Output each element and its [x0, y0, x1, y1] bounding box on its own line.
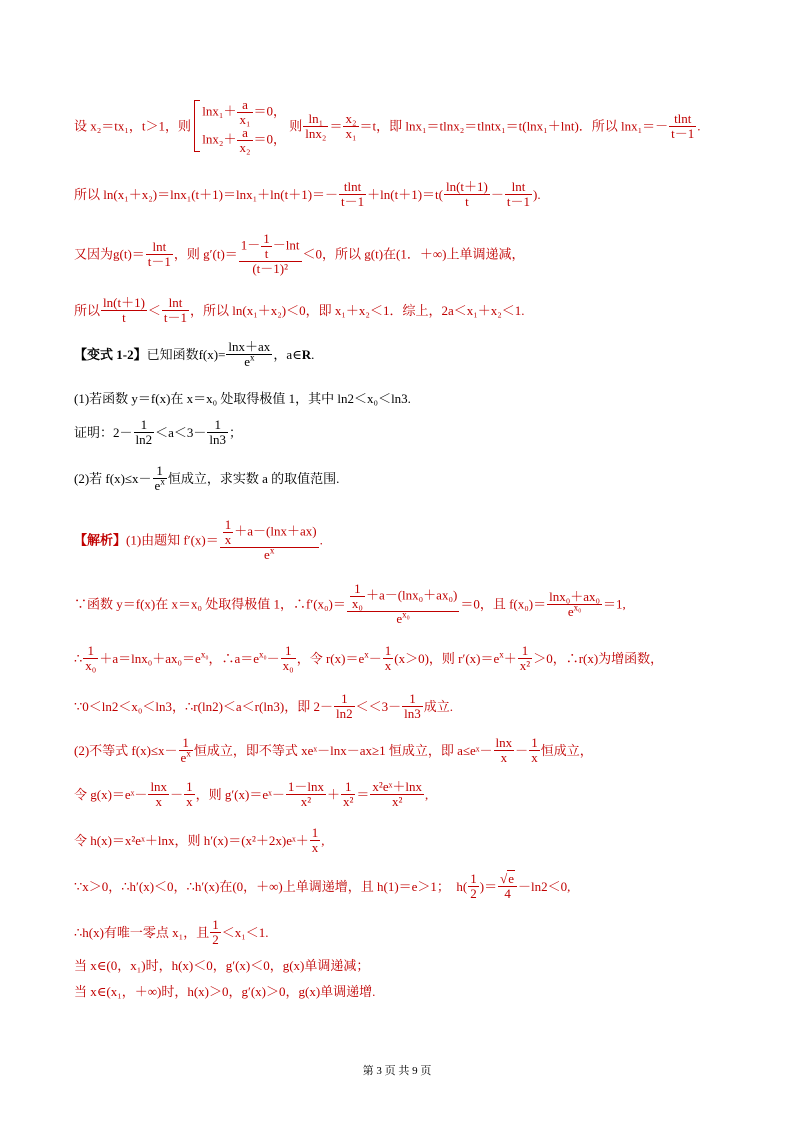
fraction: $\frac{\text{x₂}}{\text{x₁}}$ [345, 110, 357, 141]
left-brace [194, 100, 200, 152]
text: － [170, 787, 184, 802]
fraction: $\frac{tlnt}{t-1}$ [671, 110, 695, 141]
solution-line-g-derivative [74, 232, 524, 276]
equation-system [194, 98, 286, 154]
text: 恒成立， [540, 743, 593, 758]
problem-prove [74, 418, 242, 447]
text: 已知函数f(x)= [146, 347, 226, 362]
fraction: $\frac{1}{x}$ [311, 825, 319, 855]
text: lnx₁＋ [202, 103, 237, 119]
text: ∵0＜ln2＜x₀＜ln3，∴r(ln2)＜a＜r(ln3)，即 2－ [74, 699, 334, 714]
text: ＝ [329, 118, 343, 134]
fraction: $\frac{\ln(t+1)}{t}$ [103, 295, 145, 325]
fraction: $\frac{a}{\text{x₂}}$ [239, 125, 251, 155]
text: lnx₂＋ [202, 131, 237, 147]
fraction: $\frac{\ln(t+1)}{t}$ [445, 179, 488, 209]
text: )＝ [479, 879, 498, 894]
fraction: $\frac{a}{\text{x₁}}$ [239, 97, 251, 127]
text: ＜0，所以 g(t)在(1．＋∞)上单调递减， [302, 246, 525, 262]
problem-title: 【变式 1-2】 [74, 347, 147, 362]
fraction: $\frac{1}{\ln 3}$ [404, 691, 421, 721]
text: (1)由题知 f′(x)＝ [126, 532, 219, 548]
text: ＜ [147, 303, 161, 318]
solution-line-substitution [74, 98, 701, 154]
fraction: $\frac{\ln x}{x}$ [495, 735, 513, 765]
text: 所以 ln(x₁＋x₂)＝lnx₁(t＋1)＝lnx₁＋ln(t＋1)＝－ [74, 187, 339, 202]
text: － [490, 187, 504, 202]
text: (x＞0)，则 $r'(x)=e^x$ [394, 649, 504, 666]
solution-step6 [74, 780, 428, 809]
fraction: $\frac{√e}{4}$ [498, 872, 517, 901]
text: 证明：2－ [74, 425, 133, 440]
text: 又因为g(t)＝ [74, 246, 145, 262]
text: (2)若 f(x)≤x－ [74, 471, 152, 486]
text: ＋ln(t＋1)＝t( [367, 187, 443, 202]
text: ∵函数 y＝f(x)在 x＝x₀ 处取得极值 1，∴f′(x₀)＝ [74, 596, 346, 612]
text: ∴h(x)有唯一零点 x₁，且 [74, 925, 210, 940]
fraction: $\frac{\ln t}{t-1}$ [163, 295, 188, 325]
fraction: $\frac{1}{\text{x²}}$ [343, 779, 354, 809]
fraction: $\frac{\text{lnx₀＋ax₀}}{e^{x_0}}$ [549, 588, 601, 619]
fraction: $\frac{1}{x}$ [186, 779, 193, 809]
fraction: $\frac{1}{\text{x₀}}$ [85, 643, 97, 673]
solution-step1 [74, 518, 323, 562]
fraction: $\frac{1}{\text{x²}}$ [519, 643, 531, 673]
solution-step10: 当 x∈(0，x₁)时，h(x)＜0，g′(x)＜0，g(x)单调递减； [74, 958, 370, 973]
text: 所以 [74, 303, 101, 318]
text: ∵x＞0，∴h′(x)＜0，∴h′(x)在(0，＋∞)上单调递增，且 h(1)＝e＞1； h( [74, 879, 468, 894]
text: － [515, 743, 529, 758]
text: 恒成立，即不等式 xeˣ－lnx－ax≥1 恒成立，即 a≤eˣ－ [193, 743, 493, 758]
fraction: $\frac{1}{2}$ [212, 917, 219, 947]
text: ＝0，且 f(x₀)＝ [460, 596, 547, 612]
text: ＝0， [253, 103, 287, 119]
text: － [368, 651, 382, 666]
text: ＋ [326, 787, 340, 802]
text: ，则 g′(x)＝eˣ－ [195, 787, 285, 802]
solution-step3 [74, 644, 663, 673]
text: , [321, 833, 325, 848]
text: . [319, 532, 323, 548]
text: －ln2＜0, [518, 879, 571, 894]
text: ＞0，∴r(x)为增函数， [533, 651, 664, 666]
text: 则 [289, 118, 303, 134]
text: ＋ [503, 651, 517, 666]
fraction: $\frac{1}{x}$ [384, 643, 392, 673]
problem-stem [74, 340, 314, 369]
text: 设 x₂＝tx₁，t＞1，则 [74, 118, 192, 134]
fraction: $\frac{1}{e^x}$ [180, 735, 191, 765]
text: ＝t，即 lnx₁＝tlnx₂＝tlntx₁＝t(lnx₁＋lnt)．所以 lnx₁＝－ [359, 118, 669, 134]
text: 恒成立，求实数 a 的取值范围. [167, 471, 340, 486]
fraction: $\frac{1}{\text{x₀}}$ [282, 643, 294, 673]
solution-step4 [74, 692, 453, 721]
text: ). [533, 187, 541, 202]
text: ，$\therefore a=e^{x_0}$ [208, 649, 267, 666]
big-fraction: $\frac{1}{\text{x₀}}$ ＋a－(lnx₀＋ax₀) $e^{x_0}$ [347, 582, 459, 626]
text: ，令 $r(x)=e^x$ [296, 649, 369, 666]
solution-step7 [74, 826, 325, 855]
text: ＜x₁＜1. [221, 925, 269, 940]
text: ＝1, [603, 596, 626, 612]
fraction: $\frac{tlnt}{t-1}$ [341, 179, 365, 209]
text: (2)不等式 f(x)≤x－ [74, 743, 178, 758]
text: 令 g(x)＝eˣ－ [74, 787, 148, 802]
fraction: $\frac{\ln t}{t-1}$ [147, 238, 171, 269]
text: R [301, 347, 312, 362]
fraction: $\frac{\text{ln₁}}{\text{lnx₂}}$ [305, 110, 327, 141]
text: ＝0， [253, 131, 287, 147]
solution-step5 [74, 736, 593, 765]
text: ∴ [74, 651, 83, 666]
big-fraction: $\frac{1}{x}$ ＋a－(lnx＋ax) $e^x$ [220, 518, 319, 562]
fraction: $\frac{1}{e^x}$ [154, 463, 165, 493]
text: 成立. [423, 699, 454, 714]
fraction: $\frac{1}{\ln 3}$ [209, 417, 227, 447]
problem-part2 [74, 464, 339, 493]
solution-line-ln-sum [74, 180, 541, 209]
fraction: $\frac{1}{\ln 2}$ [336, 691, 353, 721]
solution-step2 [74, 582, 626, 626]
text: ＜a＜3－ [155, 425, 207, 440]
text: ，a∈ [273, 347, 302, 362]
page-footer: 第 3 页 共 9 页 [362, 1065, 432, 1077]
text: ，则 g′(t)＝ [173, 246, 238, 262]
text: $+a=\ln x_0+ax_0=e^{x_0}$ [99, 649, 209, 666]
fraction: $\frac{1}{x}$ [531, 735, 538, 765]
fraction: $\frac{\ln t}{t-1}$ [506, 179, 531, 209]
text: ，所以 ln(x₁＋x₂)＜0，即 x₁＋x₂＜1．综上，2a＜x₁＋x₂＜1. [190, 303, 525, 318]
text: . [311, 347, 315, 362]
text: － [266, 651, 280, 666]
problem-part1: (1)若函数 y＝f(x)在 x＝x₀ 处取得极值 1，其中 ln2＜x₀＜ln3. [74, 391, 411, 406]
text: ＝ [356, 787, 370, 802]
fraction: $\frac{\text{x²eˣ＋lnx}}{\text{x²}}$ [372, 779, 422, 809]
solution-line-conclusion [74, 296, 525, 325]
fraction: $\frac{1-\ln x}{\text{x²}}$ [287, 779, 324, 809]
solution-step8 [74, 872, 570, 901]
text: , [424, 787, 429, 802]
fraction: $\frac{1}{2}$ [470, 871, 477, 901]
fraction: $\frac{\ln x}{x}$ [150, 779, 168, 809]
text: ＜＜3－ [355, 699, 402, 714]
solution-step11: 当 x∈(x₁，＋∞)时，h(x)＞0，g′(x)＞0，g(x)单调递增. [74, 984, 376, 999]
big-fraction: 1－ $\frac{1}{t}$ －lnt (t－1)² [240, 231, 300, 276]
solution-tag: 【解析】 [74, 532, 127, 548]
text: . [697, 118, 701, 134]
fraction: $\frac{1}{\ln 2}$ [135, 417, 153, 447]
text: ； [229, 425, 243, 440]
fraction: $\frac{\ln x+ax}{e^x}$ [228, 339, 271, 369]
solution-step9 [74, 918, 269, 947]
text: 令 h(x)＝x²eˣ＋lnx，则 h′(x)＝(x²＋2x)eˣ＋ [74, 833, 309, 848]
